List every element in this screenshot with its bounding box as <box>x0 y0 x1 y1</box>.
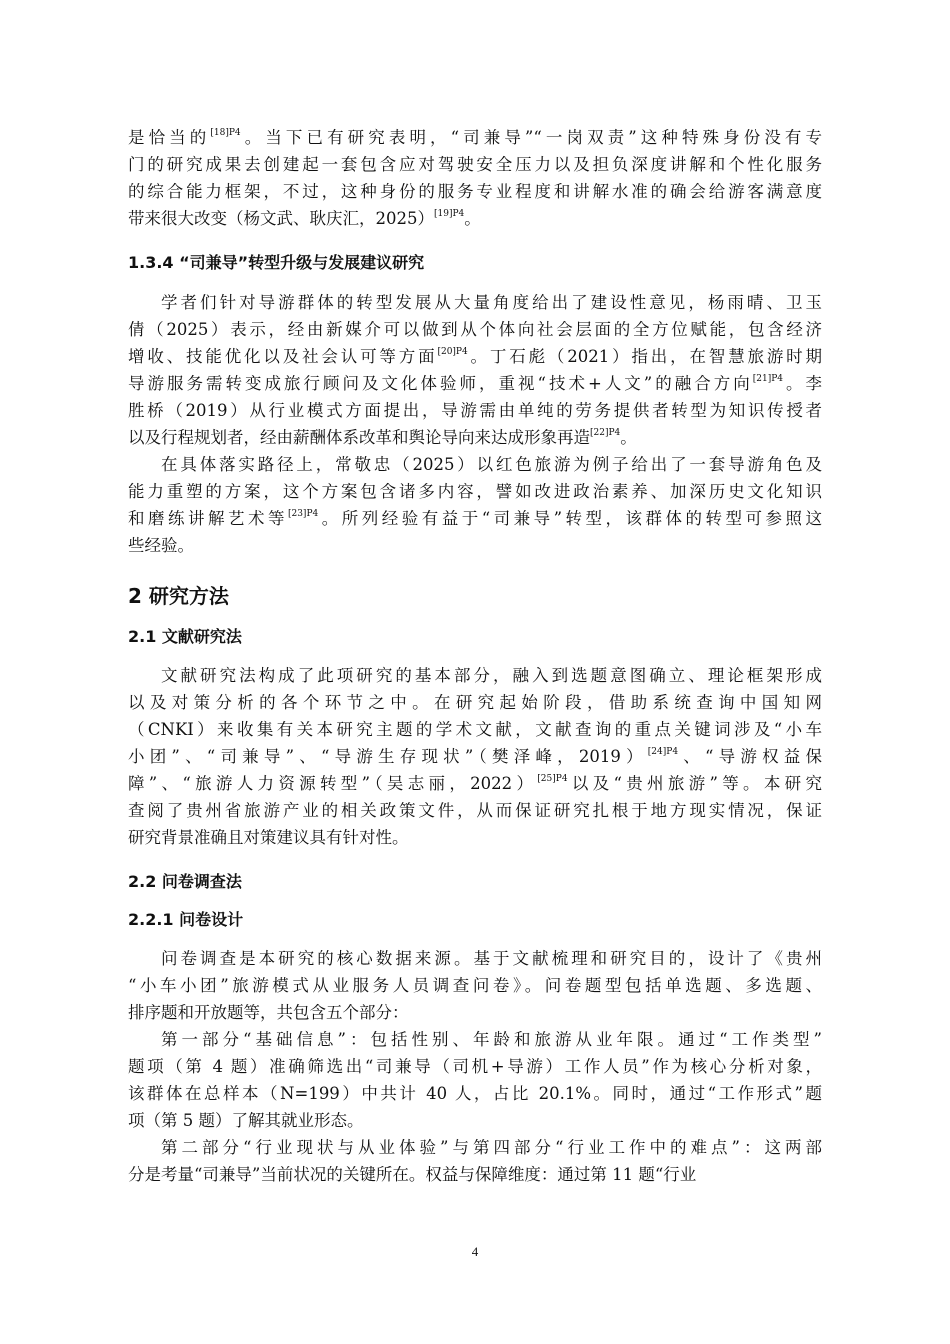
text-run: 项（第 5 题）了解其就业形态。 <box>128 1111 364 1130</box>
text-line <box>128 289 822 316</box>
text-run: 和磨练讲解艺术等 <box>128 509 288 528</box>
page-number: 4 <box>471 1244 479 1259</box>
text-run: 。丁石彪（2021）指出，在智慧旅游时期 <box>467 347 822 366</box>
paragraph <box>128 1134 822 1188</box>
text-line <box>128 1080 822 1107</box>
text-run: 。所列经验有益于“司兼导”转型，该群体的转型可参照这 <box>318 509 822 528</box>
citation-superscript: [20]P4 <box>437 346 468 357</box>
text-run: 。李 <box>783 374 823 393</box>
text-line <box>128 478 822 505</box>
text-run: 分是考量“司兼导”当前状况的关键所在。权益与保障维度：通过第 11 题“行业 <box>128 1165 697 1184</box>
citation-superscript: [23]P4 <box>287 508 319 519</box>
text-run: 增收、技能优化以及社会认可等方面 <box>128 347 438 366</box>
paragraph <box>128 662 822 851</box>
text-run: 排序题和开放题等，共包含五个部分： <box>128 1003 409 1022</box>
text-run: 第一部分“基础信息”：包括性别、年龄和旅游从业年限。通过“工作类型” <box>161 1030 822 1049</box>
citation-superscript: [19]P4 <box>434 208 465 219</box>
citation-superscript: [21]P4 <box>752 373 783 384</box>
paragraph <box>128 945 822 1026</box>
text-line <box>128 945 822 972</box>
text-run: 第二部分“行业现状与从业体验”与第四部分“行业工作中的难点”：这两部 <box>161 1138 822 1157</box>
text-line <box>128 397 822 424</box>
citation-superscript: [24]P4 <box>647 746 679 757</box>
text-line <box>128 151 822 178</box>
text-line <box>128 972 822 999</box>
text-line <box>128 370 822 397</box>
text-run: 文献研究法构成了此项研究的基本部分，融入到选题意图确立、理论框架形成 <box>161 666 822 685</box>
citation-superscript: [18]P4 <box>210 127 241 138</box>
text-run: 门的研究成果去创建起一套包含应对驾驶安全压力以及担负深度讲解和个性化服务 <box>128 155 822 174</box>
section-heading-1-3-4: 1.3.4 “司兼导”转型升级与发展建议研究 <box>128 253 425 272</box>
paragraph <box>128 289 822 451</box>
text-run: 的综合能力框架，不过，这种身份的服务专业程度和讲解水准的确会给游客满意度 <box>128 182 822 201</box>
chapter-heading-2: 2 研究方法 <box>128 584 229 608</box>
text-run: 在具体落实路径上，常敬忠（2025）以红色旅游为例子给出了一套导游角色及 <box>161 455 822 474</box>
text-run: 是恰当的 <box>128 128 211 147</box>
text-run: 以及行程规划者，经由薪酬体系改革和舆论导向来达成形象再造 <box>128 428 590 447</box>
text-run: 。当下已有研究表明，“司兼导”“一岗双责”这种特殊身份没有专 <box>240 128 823 147</box>
text-run: 倩（2025）表示，经由新媒介可以做到从个体向社会层面的全方位赋能，包含经济 <box>128 320 822 339</box>
text-run: 查阅了贵州省旅游产业的相关政策文件，从而保证研究扎根于地方现实情况，保证 <box>128 801 822 820</box>
text-line <box>128 824 822 851</box>
text-line <box>128 999 822 1026</box>
citation-superscript: [25]P4 <box>537 773 568 784</box>
text-line <box>128 451 822 478</box>
text-line <box>128 770 822 797</box>
text-run: 问卷调查是本研究的核心数据来源。基于文献梳理和研究目的，设计了《贵州 <box>161 949 822 968</box>
section-heading-2-2: 2.2 问卷调查法 <box>128 872 242 891</box>
section-heading-2-2-1: 2.2.1 问卷设计 <box>128 910 244 929</box>
text-run: 些经验。 <box>128 536 194 555</box>
text-run: 带来很大改变（杨文武、耿庆汇，2025） <box>128 209 434 228</box>
text-line <box>128 716 822 743</box>
text-run: 。 <box>620 428 637 447</box>
text-run: 。 <box>464 209 481 228</box>
text-line <box>128 505 822 532</box>
text-run: 该群体在总样本（N=199）中共计 40 人，占比 20.1%。同时，通过“工作形式”题 <box>128 1084 822 1103</box>
text-run: 障”、“旅游人力资源转型”（吴志丽，2022） <box>128 774 538 793</box>
text-run: 学者们针对导游群体的转型发展从大量角度给出了建设性意见，杨雨晴、卫玉 <box>161 293 822 312</box>
text-line <box>128 1161 822 1188</box>
text-line <box>128 1107 822 1134</box>
text-line <box>128 1134 822 1161</box>
text-run: “小车小团”旅游模式从业服务人员调查问卷》。问卷题型包括单选题、多选题、 <box>128 976 822 995</box>
paragraph <box>128 1026 822 1134</box>
text-line <box>128 205 822 232</box>
text-run: 能力重塑的方案，这个方案包含诸多内容，譬如改进政治素养、加深历史文化知识 <box>128 482 822 501</box>
text-run: 胜桥（2019）从行业模式方面提出，导游需由单纯的劳务提供者转型为知识传授者 <box>128 401 822 420</box>
text-line <box>128 662 822 689</box>
text-line <box>128 343 822 370</box>
section-heading-2-1: 2.1 文献研究法 <box>128 627 242 646</box>
text-line <box>128 689 822 716</box>
text-run: 、“导游权益保 <box>678 747 823 766</box>
text-run: 导游服务需转变成旅行顾问及文化体验师，重视“技术+人文”的融合方向 <box>128 374 753 393</box>
text-run: （CNKI）来收集有关本研究主题的学术文献，文献查询的重点关键词涉及“小车 <box>128 720 822 739</box>
text-run: 研究背景准确且对策建议具有针对性。 <box>128 828 409 847</box>
text-run: 以及对策分析的各个环节之中。在研究起始阶段，借助系统查询中国知网 <box>128 693 822 712</box>
paragraph <box>128 124 822 232</box>
text-line <box>128 797 822 824</box>
text-run: 以及“贵州旅游”等。本研究 <box>567 774 822 793</box>
text-run: 题项（第 4 题）准确筛选出“司兼导（司机+导游）工作人员”作为核心分析对象， <box>128 1057 822 1076</box>
text-line <box>128 178 822 205</box>
text-run: 小团”、“司兼导”、“导游生存现状”（樊泽峰，2019） <box>128 747 648 766</box>
paragraph <box>128 451 822 559</box>
text-line <box>128 1053 822 1080</box>
text-line <box>128 316 822 343</box>
citation-superscript: [22]P4 <box>590 427 621 438</box>
text-line <box>128 743 822 770</box>
text-line <box>128 124 822 151</box>
text-line <box>128 424 822 451</box>
text-line <box>128 532 822 559</box>
text-line <box>128 1026 822 1053</box>
